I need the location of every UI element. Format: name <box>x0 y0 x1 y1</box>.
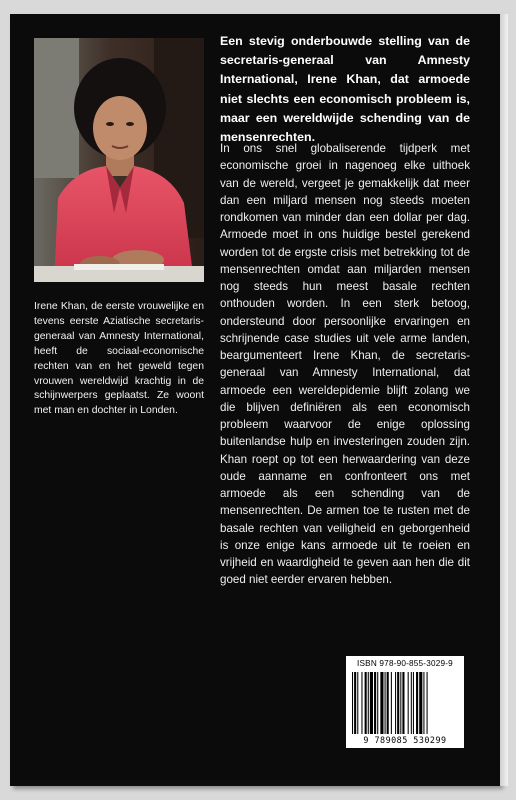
author-photo <box>34 38 204 282</box>
author-caption: Irene Khan, de eerste vrouwelijke en tevens eerste Aziatische secretaris-generaal van Amnesty International, heeft de sociaal-economische rechten van en het geweld tegen vrouwen wereldwijd krachtig in de schijnwerpers geplaatst. Ze woont met man en dochter in Londen. <box>34 301 204 417</box>
isbn-label: ISBN 978-90-855-3029-9 <box>357 659 453 668</box>
blurb-text: In ons snel globaliserende tijdperk met economische groei in nagenoeg elke uithoek van de wereld, vergeet je gemakkelijk dat meer dan een miljard mensen nog steeds moeten rondkomen van minder dan een dollar per dag. Armoede moet in ons huidige bestel gerekend worden tot de ergste crisis met betrekking tot de mensenrechten omdat aan miljarden mensen nog steeds hun meest basale rechten onthouden worden. In een sterk betoog, ondersteund door persoonlijke ervaringen en schrijnende case studies uit vele arme landen, beargumenteert Irene Khan, de secretaris-generaal van Amnesty International, dat armoede een wereldepidemie blijft zolang we die blijven definiëren als een economisch probleem waarvoor de enige oplossing buitenlandse hulp en investeringen zouden zijn. Khan roept op tot een herwaardering van deze oude aanname en confronteert ons met armoede als een schending van de mensenrechten. De armen toe te rusten met de basale rechten van veiligheid en geborgenheid is onze enige kans armoede uit te roeien en vrijheid en waardigheid te geven aan hen die dit goed niet eerder ervaren hebben. <box>220 142 470 587</box>
intro-statement: Een stevig onderbouwde stelling van de secretaris-generaal van Amnesty International, Irene Khan, dat armoede niet slechts een economisch probleem is, maar een wereldwijde schending van de mensenrechten. <box>220 34 470 145</box>
barcode-digits: 9 789085 530299 <box>363 735 447 745</box>
barcode-bars <box>352 672 458 734</box>
page-edge <box>500 14 508 786</box>
isbn-barcode <box>346 656 464 748</box>
